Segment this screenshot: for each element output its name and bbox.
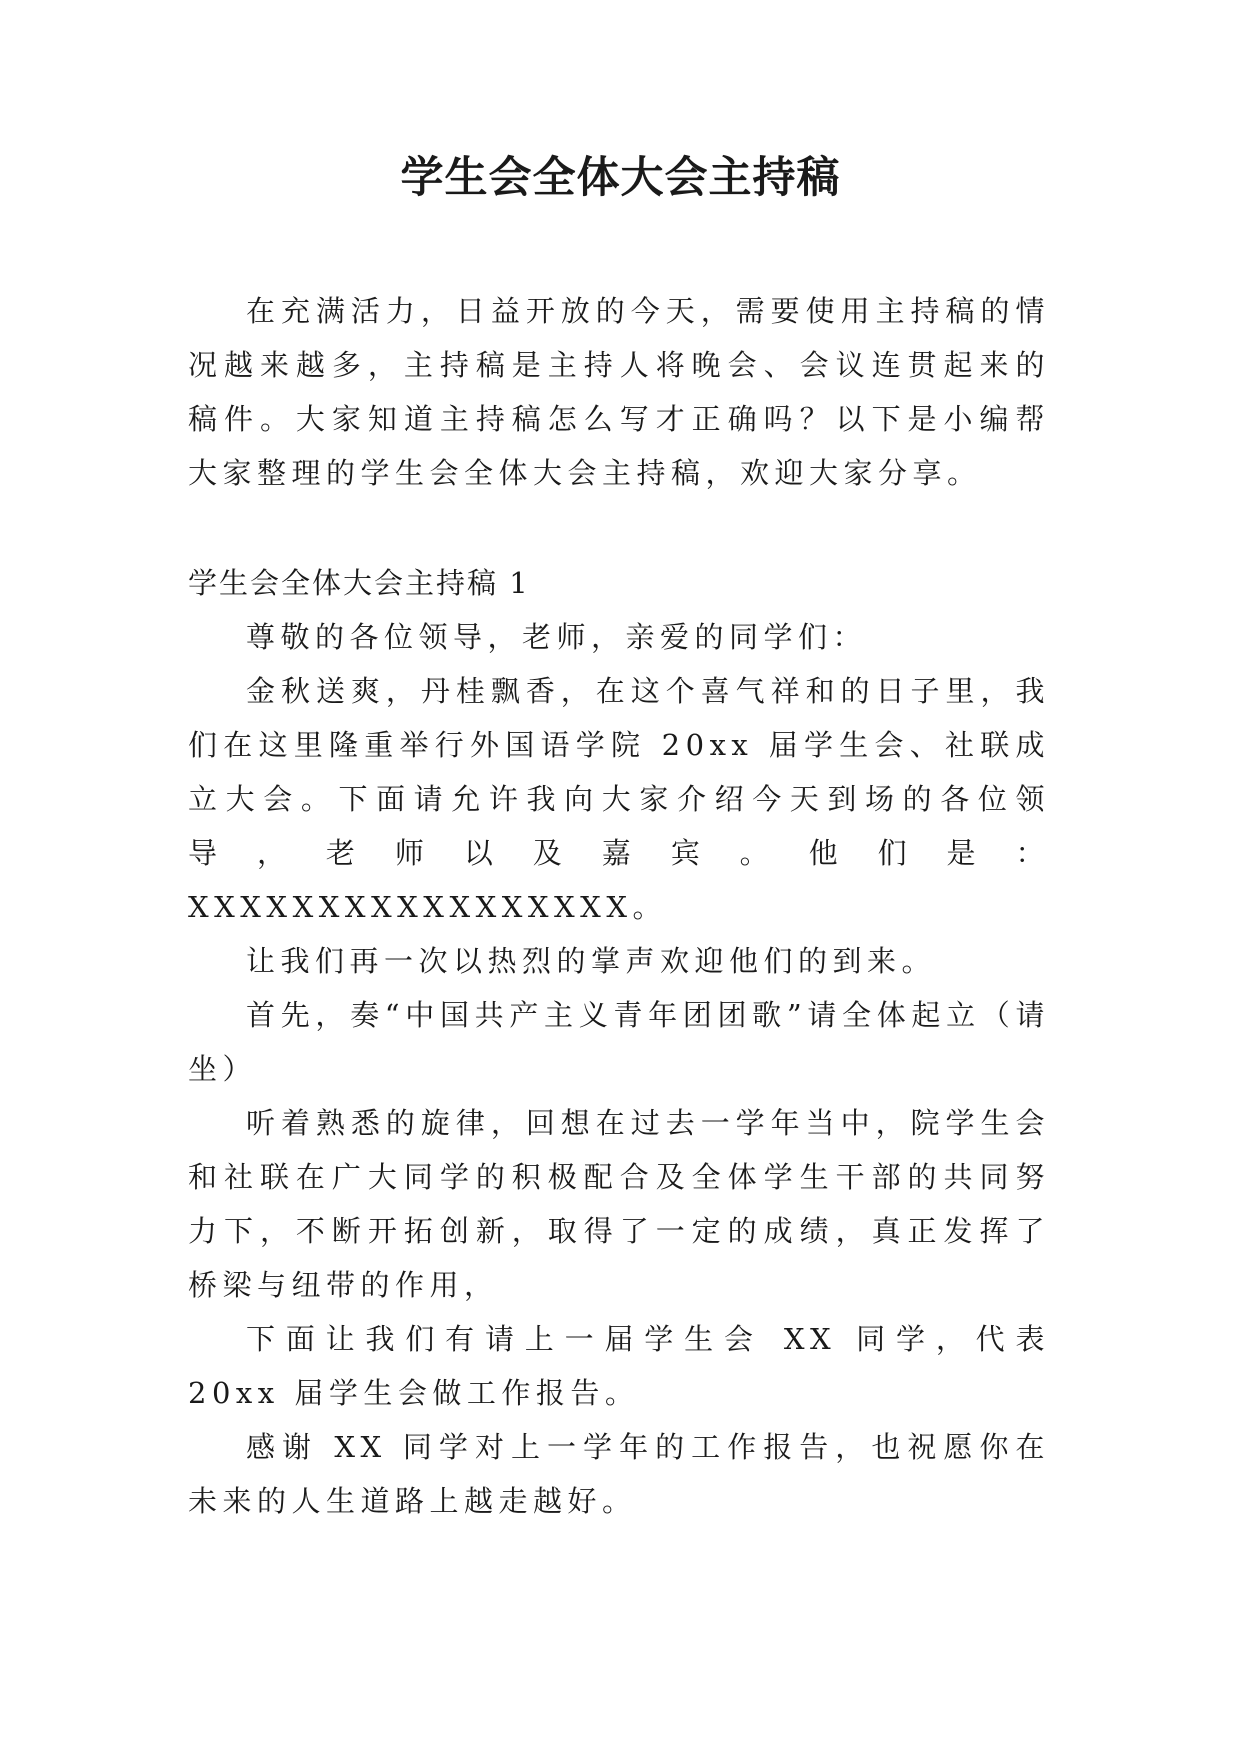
body-paragraph-thanks: 感谢 XX 同学对上一学年的工作报告，也祝愿你在未来的人生道路上越走越好。 [188, 1430, 1050, 1518]
section-heading: 学生会全体大会主持稿 1 [188, 566, 530, 600]
body-paragraph-welcome: 让我们再一次以热烈的掌声欢迎他们的到来。 [246, 944, 937, 978]
body-paragraph-anthem: 首先，奏“中国共产主义青年团团歌”请全体起立（请坐） [188, 998, 1050, 1086]
document-title: 学生会全体大会主持稿 [400, 153, 841, 203]
spacer [188, 500, 1050, 556]
body-paragraph-opening: 金秋送爽，丹桂飘香，在这个喜气祥和的日子里，我们在这里隆重举行外国语学院 20xx 届学生会、社联成立大会。下面请允许我向大家介绍今天到场的各位领导，老师以及嘉宾。他们是：XXXXXXXXXXXXXXXXX。 [188, 674, 1050, 924]
intro-paragraph: 在充满活力，日益开放的今天，需要使用主持稿的情况越来越多，主持稿是主持人将晚会、会议连贯起来的稿件。大家知道主持稿怎么写才正确吗？以下是小编帮大家整理的学生会全体大会主持稿，欢迎大家分享。 [188, 294, 1050, 490]
body-paragraph-review: 听着熟悉的旋律，回想在过去一学年当中，院学生会和社联在广大同学的积极配合及全体学生干部的共同努力下，不断开拓创新，取得了一定的成绩，真正发挥了桥梁与纽带的作用， [188, 1106, 1050, 1302]
document-body [188, 284, 1050, 1528]
body-paragraph-report: 下面让我们有请上一届学生会 XX 同学，代表 20xx 届学生会做工作报告。 [188, 1322, 1050, 1410]
body-paragraph-greeting: 尊敬的各位领导，老师，亲爱的同学们： [246, 620, 868, 654]
